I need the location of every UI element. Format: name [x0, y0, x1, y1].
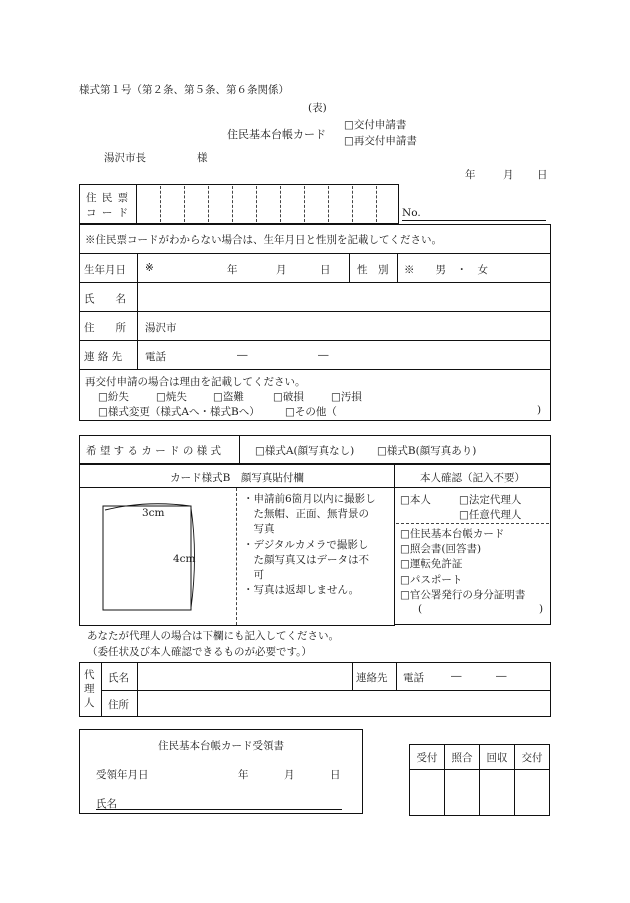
- reissue-application-checkbox[interactable]: □再交付申請書: [344, 135, 417, 147]
- photo-instruction-line: ・デジタルカメラで撮影し: [243, 538, 369, 551]
- identity-self-checkbox[interactable]: □本人: [400, 494, 431, 506]
- style-a-checkbox[interactable]: □様式A(顔写真なし): [255, 445, 355, 457]
- phone-dash-2: ―: [318, 349, 329, 361]
- agent-address-field[interactable]: [140, 692, 548, 714]
- receipt-year-label: 年: [238, 769, 249, 781]
- receipt-day-label: 日: [330, 769, 341, 781]
- reason-damaged-checkbox[interactable]: □破損: [273, 391, 304, 403]
- issue-application-checkbox[interactable]: □交付申請書: [344, 119, 407, 131]
- reissue-note: 再交付申請の場合は理由を記載してください。: [85, 376, 306, 388]
- card-title: 住民基本台帳カード: [227, 128, 326, 141]
- agent-note-2: （委任状及び本人確認できるものが必要です。）: [87, 646, 312, 658]
- style-b-checkbox[interactable]: □様式B(顔写真あり): [377, 445, 477, 457]
- agent-phone-label: 電話: [403, 672, 424, 684]
- photo-instruction-line: 可: [243, 569, 264, 582]
- agent-name-field[interactable]: [140, 665, 350, 688]
- photo-instruction-line: ・写真は返却しません。: [243, 584, 360, 597]
- agent-name-label: 氏名: [108, 672, 129, 684]
- form-number: 様式第１号（第２条、第５条、第６条関係）: [79, 84, 289, 96]
- agent-label-char: 理: [84, 683, 95, 695]
- date-month-label: 月: [503, 169, 514, 181]
- phone-dash-1: ―: [237, 349, 248, 361]
- resident-code-label-1: 住 民 票: [86, 192, 130, 204]
- phone-label: 電話: [145, 351, 166, 363]
- name-field[interactable]: [140, 284, 548, 309]
- birth-day-label: 日: [320, 264, 331, 276]
- reason-other-checkbox[interactable]: □その他（: [285, 406, 337, 418]
- receipt-date-label: 受領年月日: [96, 769, 149, 781]
- form-side-label: (表): [308, 102, 327, 114]
- date-day-label: 日: [537, 169, 548, 181]
- photo-instruction-line: 写真: [243, 523, 275, 536]
- serial-no-field[interactable]: [402, 220, 546, 221]
- photo-instruction-line: ・申請前6箇月以内に撮影し: [243, 493, 376, 505]
- receipt-name-field[interactable]: [96, 809, 342, 810]
- receipt-title: 住民基本台帳カード受領書: [158, 740, 284, 752]
- agent-phone-dash-1: ―: [451, 670, 462, 682]
- birth-date-label: 生年月日: [84, 264, 126, 276]
- reason-burned-checkbox[interactable]: □焼失: [156, 391, 187, 403]
- agent-label-char: 代: [84, 669, 95, 681]
- card-style-label: 希 望 す る カ ー ド の 様 式: [86, 445, 222, 457]
- office-stamp-issue[interactable]: [515, 770, 550, 816]
- agent-label-char: 人: [84, 697, 95, 709]
- receipt-month-label: 月: [284, 769, 295, 781]
- birth-month-label: 月: [276, 264, 287, 276]
- agent-address-label: 住所: [108, 699, 129, 711]
- receipt-name-label: 氏名: [96, 798, 117, 810]
- office-header-reception: 受付: [410, 745, 445, 770]
- date-year-label: 年: [465, 169, 476, 181]
- sex-label: 性 別: [357, 264, 389, 276]
- agent-phone-dash-2: ―: [496, 670, 507, 682]
- birth-year-label: 年: [227, 264, 238, 276]
- office-stamp-verify[interactable]: [445, 770, 480, 816]
- reason-style-change-checkbox[interactable]: □様式変更（様式Aへ・様式Bへ）: [98, 406, 260, 418]
- identity-voluntary-agent-checkbox[interactable]: □任意代理人: [459, 509, 522, 521]
- address-label: 住 所: [84, 322, 126, 334]
- resident-code-label-2: コ ー ド: [86, 207, 130, 219]
- agent-label: [84, 668, 95, 710]
- office-stamp-collect[interactable]: [480, 770, 515, 816]
- addressee: 湯沢市長: [104, 152, 146, 164]
- office-use-table: [409, 744, 550, 816]
- identity-document-list: [400, 527, 525, 603]
- doc-drivers-license-checkbox[interactable]: □運転免許証: [400, 558, 463, 571]
- birth-date-mark: ※: [145, 262, 154, 274]
- identity-paren-close: ): [539, 603, 544, 615]
- doc-inquiry-checkbox[interactable]: □照会書(回答書): [400, 543, 482, 556]
- doc-basic-card-checkbox[interactable]: □住民基本台帳カード: [400, 528, 505, 540]
- photo-instruction-line: た顔写真又はデータは不: [243, 553, 369, 566]
- doc-passport-checkbox[interactable]: □パスポート: [400, 573, 463, 586]
- resident-code-note: ※住民票コードがわからない場合は、生年月日と性別を記載してください。: [85, 234, 442, 246]
- agent-contact-label: 連絡先: [356, 672, 388, 684]
- name-label: 氏 名: [84, 293, 126, 305]
- office-stamp-reception[interactable]: [410, 770, 445, 816]
- photo-width-label: 3cm: [142, 507, 165, 519]
- office-header-issue: 交付: [515, 745, 550, 770]
- contact-label: 連 絡 先: [84, 351, 123, 363]
- identity-legal-agent-checkbox[interactable]: □法定代理人: [459, 494, 522, 506]
- address-field[interactable]: 湯沢市: [145, 322, 177, 334]
- photo-instructions: [243, 492, 376, 598]
- photo-instruction-line: た無帽、正面、無背景の: [243, 508, 369, 521]
- doc-government-id-checkbox[interactable]: □官公署発行の身分証明書: [400, 588, 526, 601]
- reason-other-close: ): [537, 404, 542, 416]
- agent-note-1: あなたが代理人の場合は下欄にも記入してください。: [87, 630, 339, 642]
- photo-area-header: カード様式B 顔写真貼付欄: [170, 472, 304, 484]
- honorific: 様: [197, 152, 208, 164]
- reason-stolen-checkbox[interactable]: □盗難: [213, 391, 244, 403]
- serial-no-label: No.: [402, 207, 421, 219]
- identity-check-header: 本人確認（記入不要）: [420, 472, 525, 484]
- photo-height-label: 4cm: [173, 553, 196, 565]
- identity-paren-open: (: [418, 603, 423, 615]
- reason-soiled-checkbox[interactable]: □汚損: [331, 391, 362, 403]
- sex-field[interactable]: ※ 男 ・ 女: [404, 264, 488, 276]
- office-header-collect: 回収: [480, 745, 515, 770]
- office-header-verify: 照合: [445, 745, 480, 770]
- reason-lost-checkbox[interactable]: □紛失: [98, 391, 129, 403]
